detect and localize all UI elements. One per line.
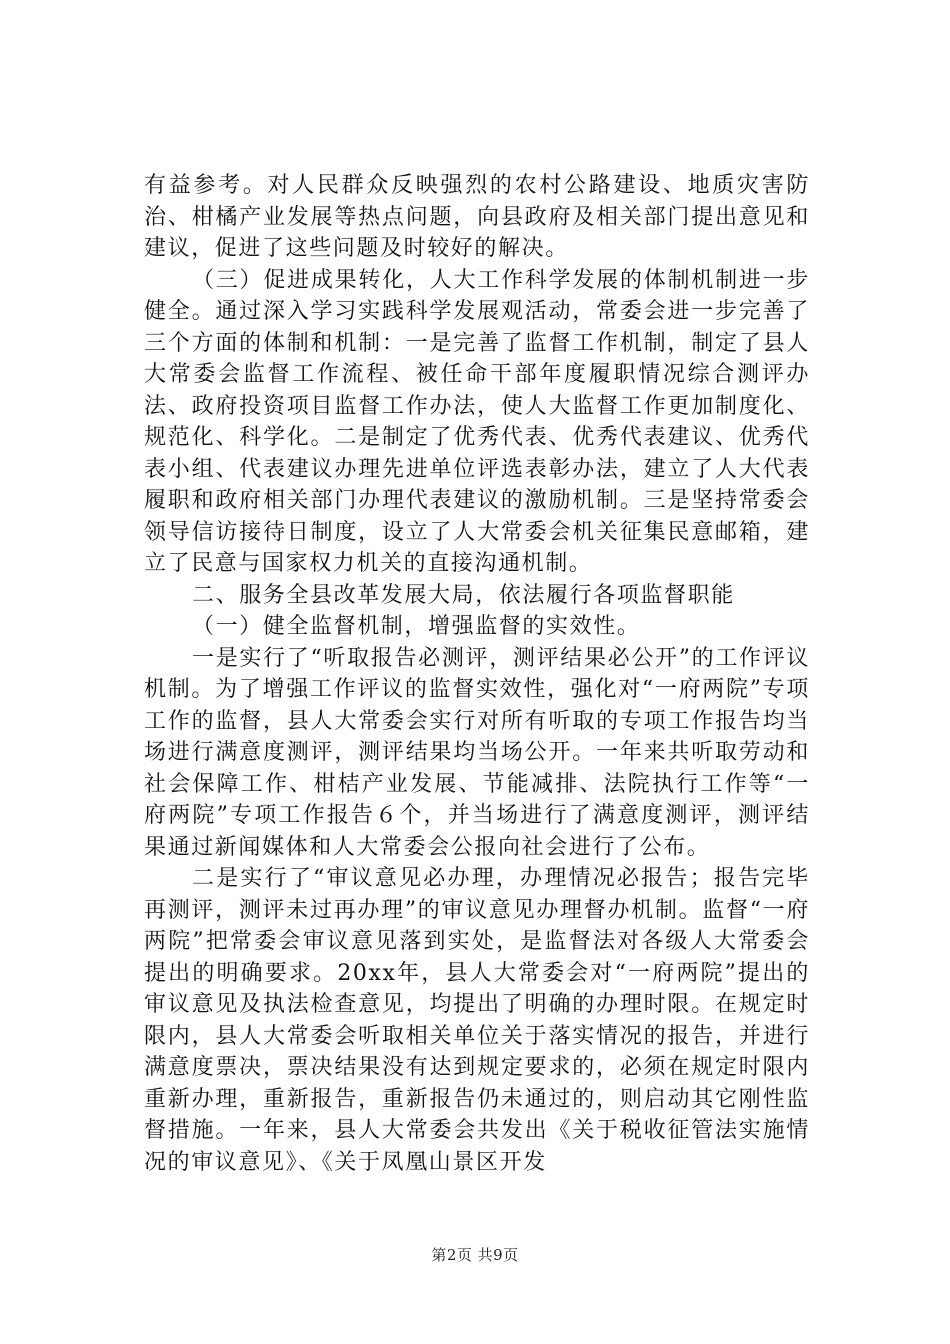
paragraph-6: 二是实行了“审议意见必办理，办理情况必报告；报告完毕再测评，测评未过再办理”的审议意见办理督办机制。监督“一府两院”把常委会审议意见落到实处，是监督法对各级人大常委会提出的明确要求。20xx年，县人大常委会对“一府两院”提出的审议意见及执法检查意见，均提出了明确的办理时限。在规定时限内，县人大常委会听取相关单位关于落实情况的报告，并进行满意度票决，票决结果没有达到规定要求的，必须在规定时限内重新办理，重新报告，重新报告仍未通过的，则启动其它刚性监督措施。一年来，县人大常委会共发出《关于税收征管法实施情况的审议意见》、《关于凤凰山景区开发 bbox=[144, 866, 810, 1175]
section-heading: 二、服务全县改革发展大局，依法履行各项监督职能 bbox=[192, 582, 735, 608]
paragraph-1: 有益参考。对人民群众反映强烈的农村公路建设、地质灾害防治、柑橘产业发展等热点问题，向县政府及相关部门提出意见和建议，促进了这些问题及时较好的解决。 bbox=[144, 173, 810, 261]
document-body bbox=[144, 170, 810, 1178]
page-footer: 第2页 共9页 bbox=[431, 1246, 519, 1264]
subsection-heading: （一）健全监督机制，增强监督的实效性。 bbox=[192, 614, 641, 639]
paragraph-2: （三）促进成果转化，人大工作科学发展的体制机制进一步健全。通过深入学习实践科学发展观活动，常委会进一步完善了三个方面的体制和机制：一是完善了监督工作机制，制定了县人大常委会监督工作流程、被任命干部年度履职情况综合测评办法、政府投资项目监督工作办法，使人大监督工作更加制度化、规范化、科学化。二是制定了优秀代表、优秀代表建议、优秀代表小组、代表建议办理先进单位评选表彰办法，建立了人大代表履职和政府相关部门办理代表建议的激励机制。三是坚持常委会领导信访接待日制度，设立了人大常委会机关征集民意邮箱，建立了民意与国家权力机关的直接沟通机制。 bbox=[144, 267, 810, 576]
paragraph-5: 一是实行了“听取报告必测评，测评结果必公开”的工作评议机制。为了增强工作评议的监督实效性，强化对“一府两院”专项工作的监督，县人大常委会实行对所有听取的专项工作报告均当场进行满意度测评，测评结果均当场公开。一年来共听取劳动和社会保障工作、柑桔产业发展、节能减排、法院执行工作等“一府两院”专项工作报告６个，并当场进行了满意度测评，测评结果通过新闻媒体和人大常委会公报向社会进行了公布。 bbox=[144, 645, 810, 860]
